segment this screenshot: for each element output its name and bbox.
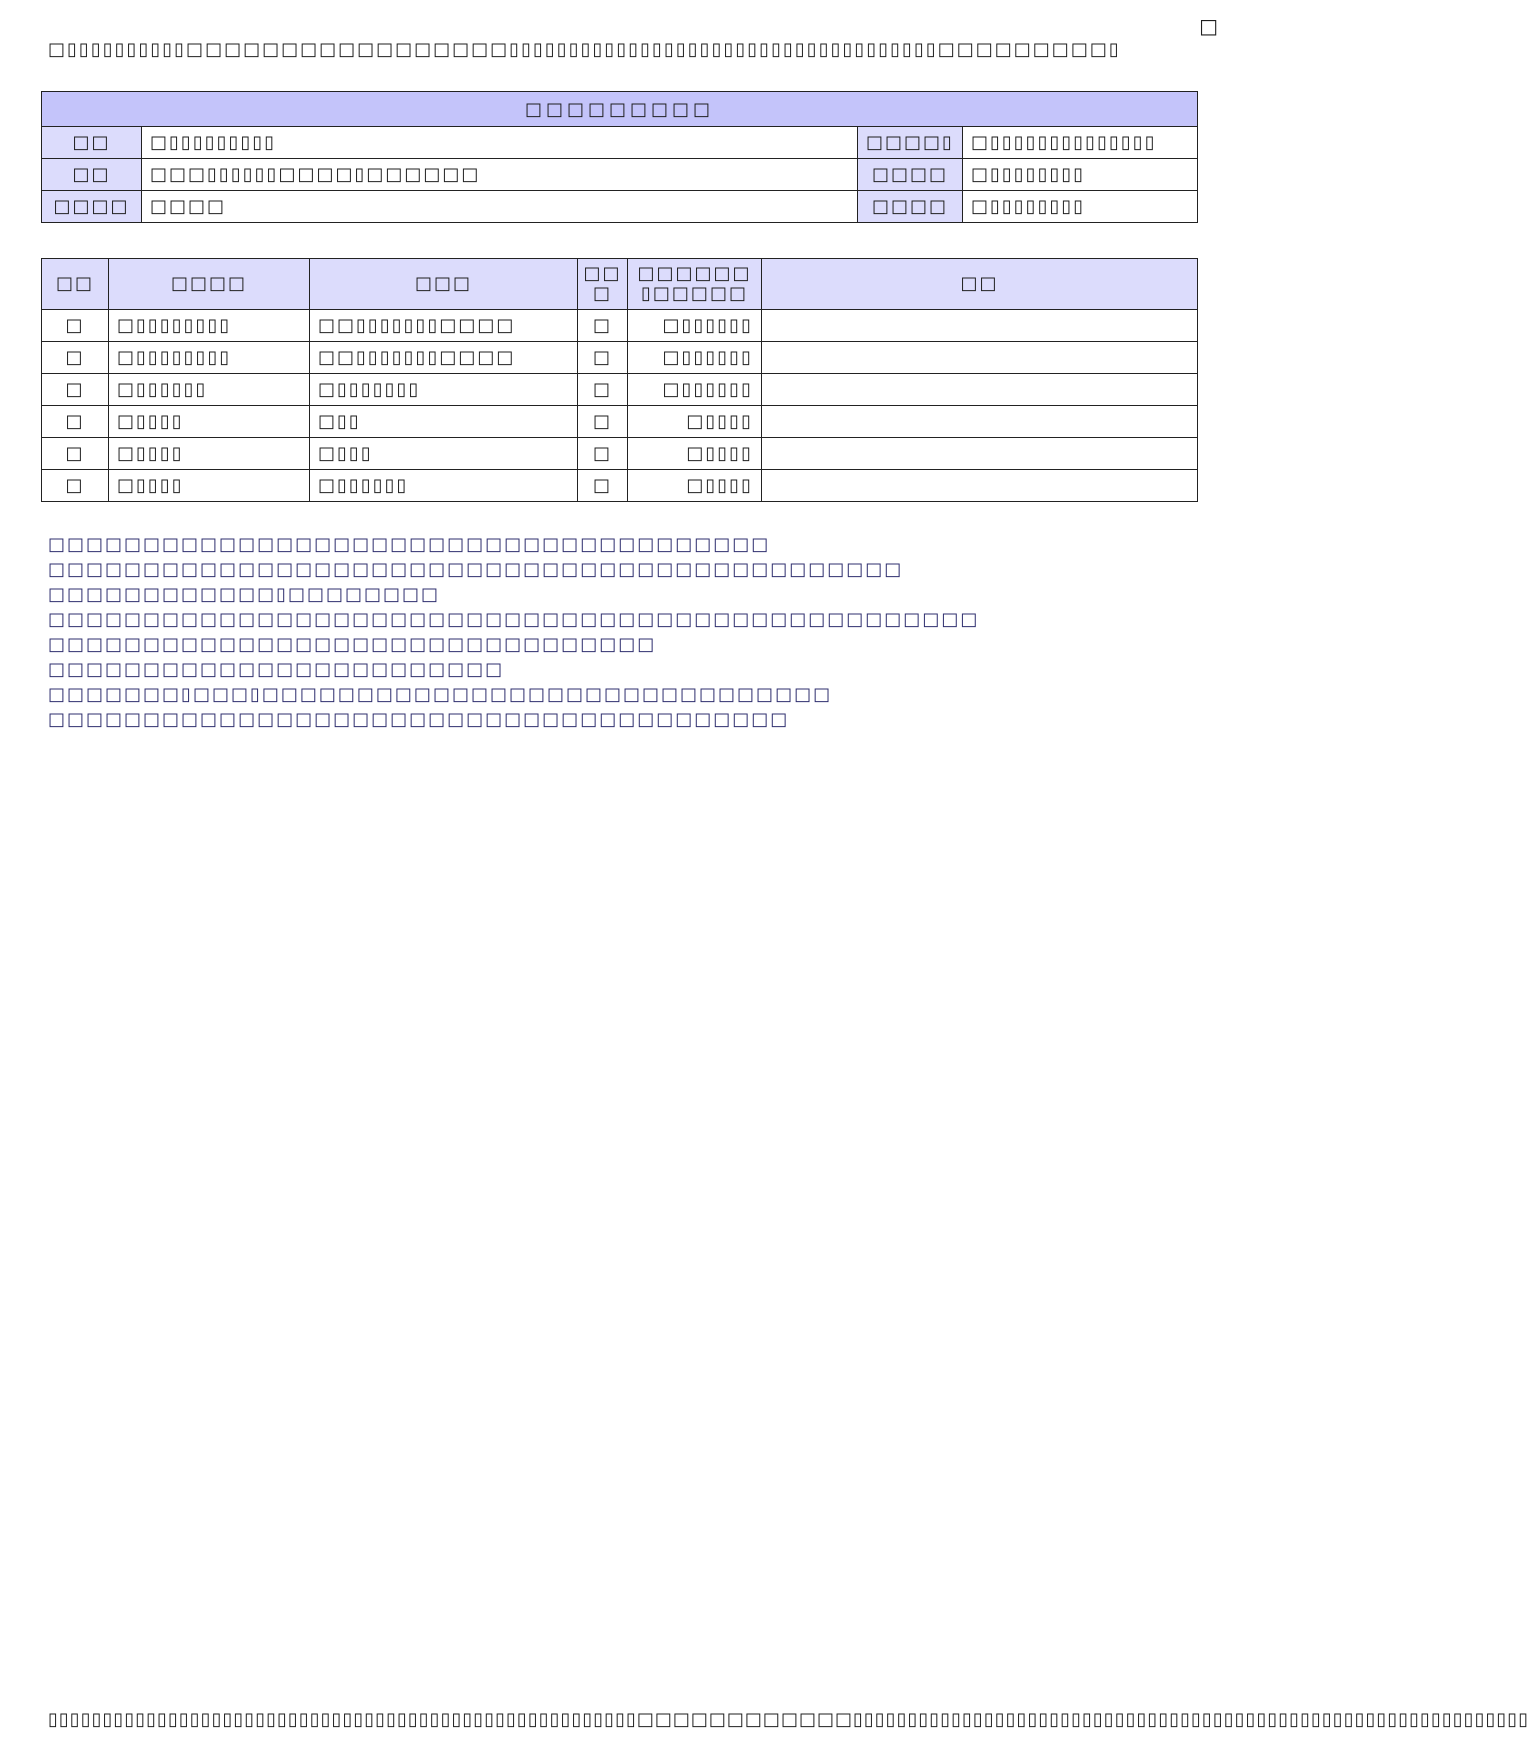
column-header: □□ bbox=[42, 259, 109, 310]
table-row bbox=[42, 374, 1198, 406]
table-row bbox=[42, 342, 1198, 374]
info-label: □□□□▯ bbox=[858, 127, 963, 159]
info-value: □□□□ bbox=[142, 191, 858, 223]
info-row bbox=[42, 127, 1198, 159]
info-title: □□□□□□□□□ bbox=[42, 92, 1198, 127]
table-cell bbox=[762, 470, 1198, 502]
table-cell: □▯▯▯▯▯▯ bbox=[310, 470, 578, 502]
table-cell: □ bbox=[42, 374, 109, 406]
table-cell: □▯▯▯▯▯▯▯▯ bbox=[109, 310, 310, 342]
table-cell: □▯▯▯ bbox=[310, 438, 578, 470]
table-cell bbox=[762, 310, 1198, 342]
column-header: □□□□□□ ▯□□□□□ bbox=[628, 259, 762, 310]
table-cell bbox=[762, 406, 1198, 438]
items-header-row bbox=[42, 259, 1198, 310]
info-table bbox=[41, 91, 1198, 223]
info-value: □▯▯▯▯▯▯▯▯▯▯▯▯▯▯ bbox=[962, 127, 1197, 159]
items-table bbox=[41, 258, 1198, 502]
info-label: □□□□ bbox=[42, 191, 142, 223]
table-cell bbox=[762, 374, 1198, 406]
table-cell: □ bbox=[578, 342, 628, 374]
table-cell: □ bbox=[578, 310, 628, 342]
info-value: □▯▯▯▯▯▯▯▯ bbox=[962, 159, 1197, 191]
note-line: □□□□□□□□□□□□□□□□□□□□□□□□□□□□□□□□□□□□□□ bbox=[48, 534, 771, 555]
table-row bbox=[42, 438, 1198, 470]
table-cell: □▯▯▯▯ bbox=[628, 470, 762, 502]
note-line: □□□□□□□□□□□□□□□□□□□□□□□□ bbox=[48, 659, 505, 680]
table-cell bbox=[762, 342, 1198, 374]
note-line: □□□□□□□□□□□□□□□□□□□□□□□□□□□□□□□□□□□□□□□ bbox=[48, 709, 790, 730]
table-cell: □▯▯▯▯▯▯ bbox=[628, 374, 762, 406]
column-header: □□ □ bbox=[578, 259, 628, 310]
info-label: □□□□ bbox=[858, 159, 963, 191]
note-line: □□□□□□□□□□□□□□□□□□□□□□□□□□□□□□□□□□□□□□□□□□□□□ bbox=[48, 559, 904, 580]
column-header: □□□ bbox=[310, 259, 578, 310]
header-line: □▯▯▯▯▯▯▯▯▯▯□□□□□□□□□□□□□□□□□▯▯▯▯▯▯▯▯▯▯▯▯▯▯▯▯▯▯▯▯▯▯▯▯▯▯▯▯▯▯▯▯▯▯▯▯□□□□□□□□□▯ bbox=[48, 39, 1121, 60]
note-line: □□□□□□□□□□□□▯□□□□□□□□ bbox=[48, 584, 441, 605]
note-line: □□□□□□□▯□□□▯□□□□□□□□□□□□□□□□□□□□□□□□□□□□□□ bbox=[48, 684, 833, 705]
table-cell: □▯▯▯▯▯▯ bbox=[628, 310, 762, 342]
info-value: □▯▯▯▯▯▯▯▯ bbox=[962, 191, 1197, 223]
info-label: □□ bbox=[42, 127, 142, 159]
table-row bbox=[42, 310, 1198, 342]
table-cell: □▯▯ bbox=[310, 406, 578, 438]
table-cell: □▯▯▯▯▯▯▯▯ bbox=[109, 342, 310, 374]
info-label: □□□□ bbox=[858, 191, 963, 223]
corner-mark: □ bbox=[1199, 14, 1218, 38]
table-cell: □▯▯▯▯ bbox=[109, 406, 310, 438]
note-line: □□□□□□□□□□□□□□□□□□□□□□□□□□□□□□□□□□□□□□□□□□□□□□□□□ bbox=[48, 609, 980, 630]
table-cell: □▯▯▯▯ bbox=[628, 438, 762, 470]
table-cell: □▯▯▯▯▯▯▯ bbox=[310, 374, 578, 406]
note-line: □□□□□□□□□□□□□□□□□□□□□□□□□□□□□□□□ bbox=[48, 634, 657, 655]
table-row bbox=[42, 406, 1198, 438]
table-cell: □□▯▯▯▯▯▯▯□□□□ bbox=[310, 342, 578, 374]
notes bbox=[48, 532, 979, 732]
table-cell: □ bbox=[42, 438, 109, 470]
table-cell: □ bbox=[578, 470, 628, 502]
info-row bbox=[42, 159, 1198, 191]
table-cell: □▯▯▯▯▯▯ bbox=[628, 342, 762, 374]
table-cell: □▯▯▯▯ bbox=[109, 470, 310, 502]
info-value: □□□▯▯▯▯▯▯□□□□▯□□□□□□ bbox=[142, 159, 858, 191]
table-cell: □□▯▯▯▯▯▯▯□□□□ bbox=[310, 310, 578, 342]
column-header: □□□□ bbox=[109, 259, 310, 310]
table-cell: □ bbox=[42, 406, 109, 438]
table-cell: □ bbox=[42, 470, 109, 502]
footer-line: ▯▯▯▯▯▯▯▯▯▯▯▯▯▯▯▯▯▯▯▯▯▯▯▯▯▯▯▯▯▯▯▯▯▯▯▯▯▯▯▯▯▯▯▯▯▯▯▯▯▯▯▯▯▯□□□□□□□□□□□□▯▯▯▯▯▯▯▯▯▯▯▯▯▯▯▯▯▯▯▯▯▯▯▯▯▯▯▯▯▯▯▯▯▯▯▯▯▯▯▯▯▯▯▯▯▯▯▯▯▯▯▯▯▯▯▯▯▯▯▯▯▯ bbox=[48, 1709, 1529, 1730]
table-cell: □ bbox=[578, 438, 628, 470]
table-cell: □▯▯▯▯ bbox=[109, 438, 310, 470]
info-row bbox=[42, 191, 1198, 223]
info-label: □□ bbox=[42, 159, 142, 191]
table-cell: □ bbox=[42, 342, 109, 374]
table-cell: □ bbox=[578, 406, 628, 438]
table-cell: □▯▯▯▯ bbox=[628, 406, 762, 438]
info-value: □▯▯▯▯▯▯▯▯▯ bbox=[142, 127, 858, 159]
table-cell bbox=[762, 438, 1198, 470]
table-cell: □ bbox=[42, 310, 109, 342]
table-cell: □▯▯▯▯▯▯ bbox=[109, 374, 310, 406]
table-row bbox=[42, 470, 1198, 502]
table-cell: □ bbox=[578, 374, 628, 406]
column-header: □□ bbox=[762, 259, 1198, 310]
